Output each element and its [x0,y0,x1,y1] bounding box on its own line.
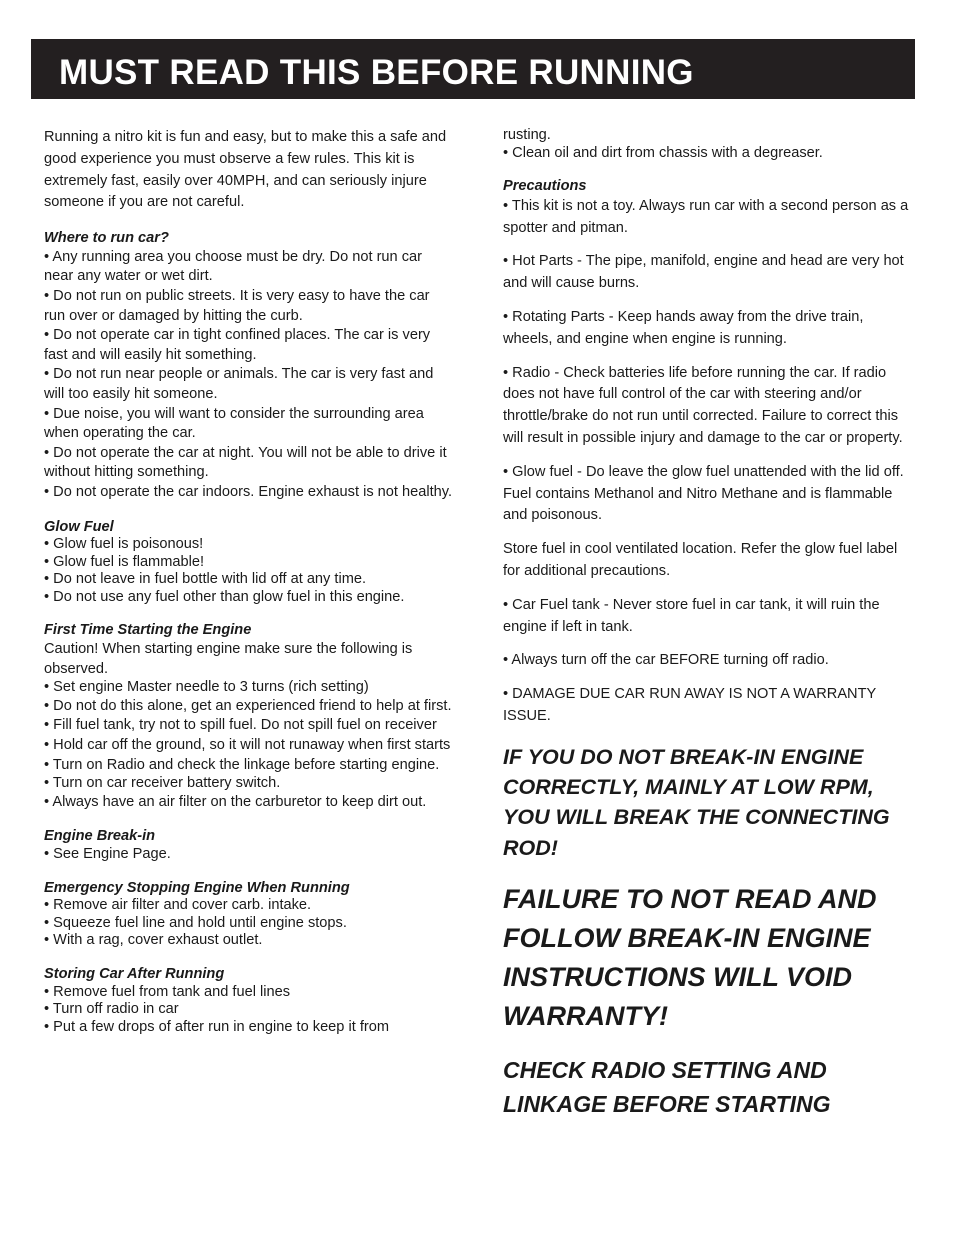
list-item: • Remove air filter and cover carb. intake. [44,897,312,914]
paragraph: • Radio - Check batteries life before running the car. If radio does not have full control of the car with steering and/or throttle/brake do not run until corrected. Failure to correct this will result in possible injury and damage to the car or property. [503,364,903,446]
paragraph: • Glow fuel - Do leave the glow fuel unattended with the lid off. Fuel contains Methanol and Nitro Methane and is flammable and poisonous. [503,463,904,524]
section-heading-emergency: Emergency Stopping Engine When Running [44,879,350,896]
list-item: • Put a few drops of after run in engine to keep it from [44,1018,390,1035]
list-item: • Do not operate the car at night. You will not be able to drive it without hitting something. [44,444,447,481]
section-heading-precautions: Precautions [503,178,587,195]
list-item: Caution! When starting engine make sure the following is observed. [44,641,413,677]
list-item: • Clean oil and dirt from chassis with a degreaser. [503,144,823,161]
list-item: • Do not leave in fuel bottle with lid off at any time. [44,571,367,588]
list-item: rusting. [503,127,551,143]
list-item: • Do not operate the car indoors. Engine exhaust is not healthy. [44,483,453,500]
section-heading-first-start: First Time Starting the Engine [44,622,252,639]
paragraph: • Car Fuel tank - Never store fuel in car tank, it will ruin the engine if left in tank. [503,596,880,635]
title-banner [31,39,915,99]
page-title: MUST READ THIS BEFORE RUNNING [59,53,694,92]
list-item: • See Engine Page. [44,846,171,862]
intro-paragraph: Running a nitro kit is fun and easy, but to make this a safe and good experience you must observe a few rules. This kit is extremely fast, easily over 40MPH, and can seriously injure someone if you are not careful. [44,129,447,211]
paragraph: • Always turn off the car BEFORE turning off radio. [503,652,829,669]
list-item: • Hold car off the ground, so it will not runaway when first starts [44,737,451,754]
list-item: • Set engine Master needle to 3 turns (rich setting) [44,679,369,696]
list-item: • Remove fuel from tank and fuel lines [44,983,291,1000]
list-item: • With a rag, cover exhaust outlet. [44,932,263,949]
paragraph: Store fuel in cool ventilated location. Refer the glow fuel label for additional precautions. [503,541,898,579]
left-column [44,127,454,1036]
paragraph: • Hot Parts - The pipe, manifold, engine and head are very hot and will cause burns. [503,253,904,292]
list-item: • Glow fuel is flammable! [44,553,205,570]
break-in-warning: IF YOU DO NOT BREAK-IN ENGINE CORRECTLY, MAINLY AT LOW RPM, YOU WILL BREAK THE CONNECTING ROD! [503,744,890,860]
paragraph: • Rotating Parts - Keep hands away from the drive train, wheels, and engine when engine is running. [503,308,864,347]
list-item: • Due noise, you will want to consider the surrounding area when operating the car. [44,405,424,442]
list-item: • Turn on car receiver battery switch. [44,775,281,792]
list-item: • Turn on Radio and check the linkage before starting engine. [44,756,440,773]
paragraph: • DAMAGE DUE CAR RUN AWAY IS NOT A WARRANTY ISSUE. [503,686,876,724]
paragraph: • This kit is not a toy. Always run car with a second person as a spotter and pitman. [503,197,909,236]
list-item: • Always have an air filter on the carburetor to keep dirt out. [44,793,427,810]
section-heading-where: Where to run car? [44,230,169,247]
list-item: • Any running area you choose must be dry. Do not run car near any water or wet dirt. [44,248,422,285]
right-column [503,127,915,1122]
warranty-warning: FAILURE TO NOT READ AND FOLLOW BREAK-IN ENGINE INSTRUCTIONS WILL VOID WARRANTY! [503,883,877,1031]
list-item: • Do not do this alone, get an experienced friend to help at first. [44,697,452,714]
list-item: • Fill fuel tank, try not to spill fuel. Do not spill fuel on receiver [44,717,437,734]
section-heading-storing: Storing Car After Running [44,965,225,982]
section-heading-break-in: Engine Break-in [44,828,156,845]
list-item: • Do not run near people or animals. The car is very fast and will too easily hit someone. [44,366,434,402]
radio-warning: CHECK RADIO SETTING AND LINKAGE BEFORE STARTING [503,1056,831,1118]
list-item: • Do not run on public streets. It is very easy to have the car run over or damaged by hitting the curb. [44,287,430,324]
list-item: • Glow fuel is poisonous! [44,536,204,553]
list-item: • Squeeze fuel line and hold until engine stops. [44,914,347,931]
list-item: • Turn off radio in car [44,1001,179,1018]
section-heading-glow-fuel: Glow Fuel [44,518,114,535]
list-item: • Do not use any fuel other than glow fuel in this engine. [44,588,405,605]
list-item: • Do not operate car in tight confined places. The car is very fast and will easily hit something. [44,327,431,363]
